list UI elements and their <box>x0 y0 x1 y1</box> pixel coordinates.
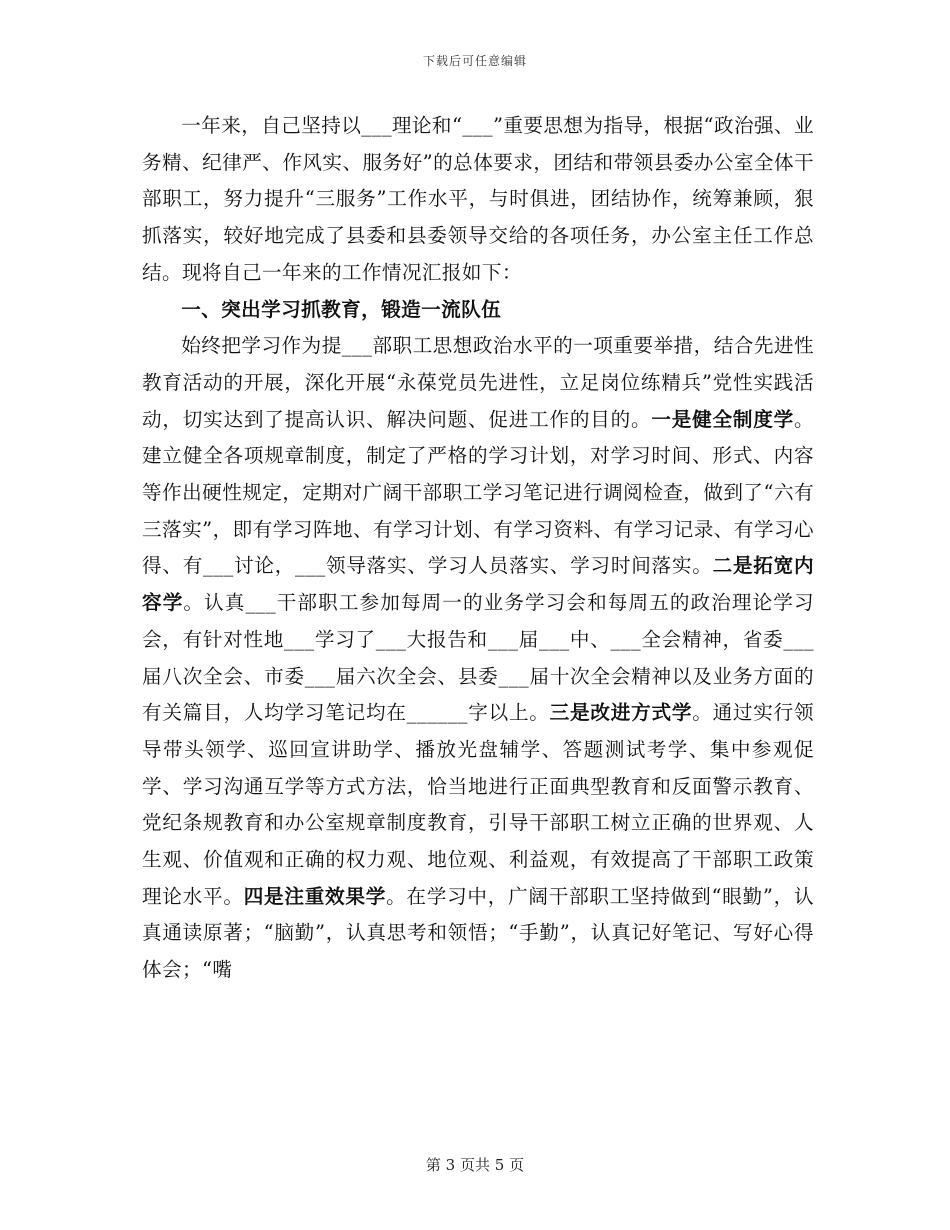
bold-subheading-1: 一是健全制度学 <box>651 407 794 431</box>
paragraph-text-run: 始终把学习作为提___部职工思想政治水平的一项重要举措，结合先进性教育活动的开展，深化开展“永葆党员先进性，立足岗位练精兵”党性实践活动，切实达到了提高认识、解决问题、促进工作的目的。 <box>142 334 814 431</box>
paragraph-text-run: 。在学习中，广阔干部职工坚持做到“眼勤”，认真通读原著；“脑勤”，认真思考和领悟；“手勤”，认真记好笔记、写好心得体会；“嘴 <box>142 884 814 982</box>
section-1-paragraph <box>142 328 814 989</box>
bold-subheading-2: 二是拓宽内容学 <box>142 554 814 615</box>
document-body <box>142 108 814 989</box>
page-header: 下载后可任意编辑 <box>422 54 527 68</box>
paragraph-text-run: 。通过实行领导带头领学、巡回宣讲助学、播放光盘辅学、答题测试考学、集中参观促学、学习沟通互学等方式方法，恰当地进行正面典型教育和反面警示教育、党纪条规教育和办公室规章制度教育，引导干部职工树立正确的世界观、人生观、价值观和正确的权力观、地位观、利益观，有效提高了干部职工政策理论水平。 <box>142 701 814 908</box>
section-heading-1: 一、突出学习抓教育，锻造一流队伍 <box>181 297 502 321</box>
bold-subheading-3: 三是改进方式学 <box>549 701 693 725</box>
paragraph-text-run: 。建立健全各项规章制度，制定了严格的学习计划，对学习时间、形式、内容等作出硬性规定，定期对广阔干部职工学习笔记进行调阅检查，做到了“六有三落实”，即有学习阵地、有学习计划、有学习资料、有学习记录、有学习心得、有___讨论，___领导落实、学习人员落实、学习时间落实。 <box>142 407 814 578</box>
intro-paragraph: 一年来，自己坚持以___理论和“___”重要思想为指导，根据“政治强、业务精、纪律严、作风实、服务好”的总体要求，团结和带领县委办公室全体干部职工，努力提升“三服务”工作水平，与时俱进，团结协作，统筹兼顾，狠抓落实，较好地完成了县委和县委领导交给的各项任务，办公室主任工作总结。现将自己一年来的工作情况汇报如下： <box>142 114 814 284</box>
page-number-footer: 第 3 页共 5 页 <box>425 1156 525 1174</box>
paragraph-text-run: 。认真___干部职工参加每周一的业务学习会和每周五的政治理论学习会，有针对性地___学习了___大报告和___届___中、___全会精神，省委___届八次全会、市委___届六次全会、县委___届十次全会精神以及业务方面的有关篇目，人均学习笔记均在______字以上。 <box>142 591 814 725</box>
bold-subheading-4: 四是注重效果学 <box>243 884 387 908</box>
